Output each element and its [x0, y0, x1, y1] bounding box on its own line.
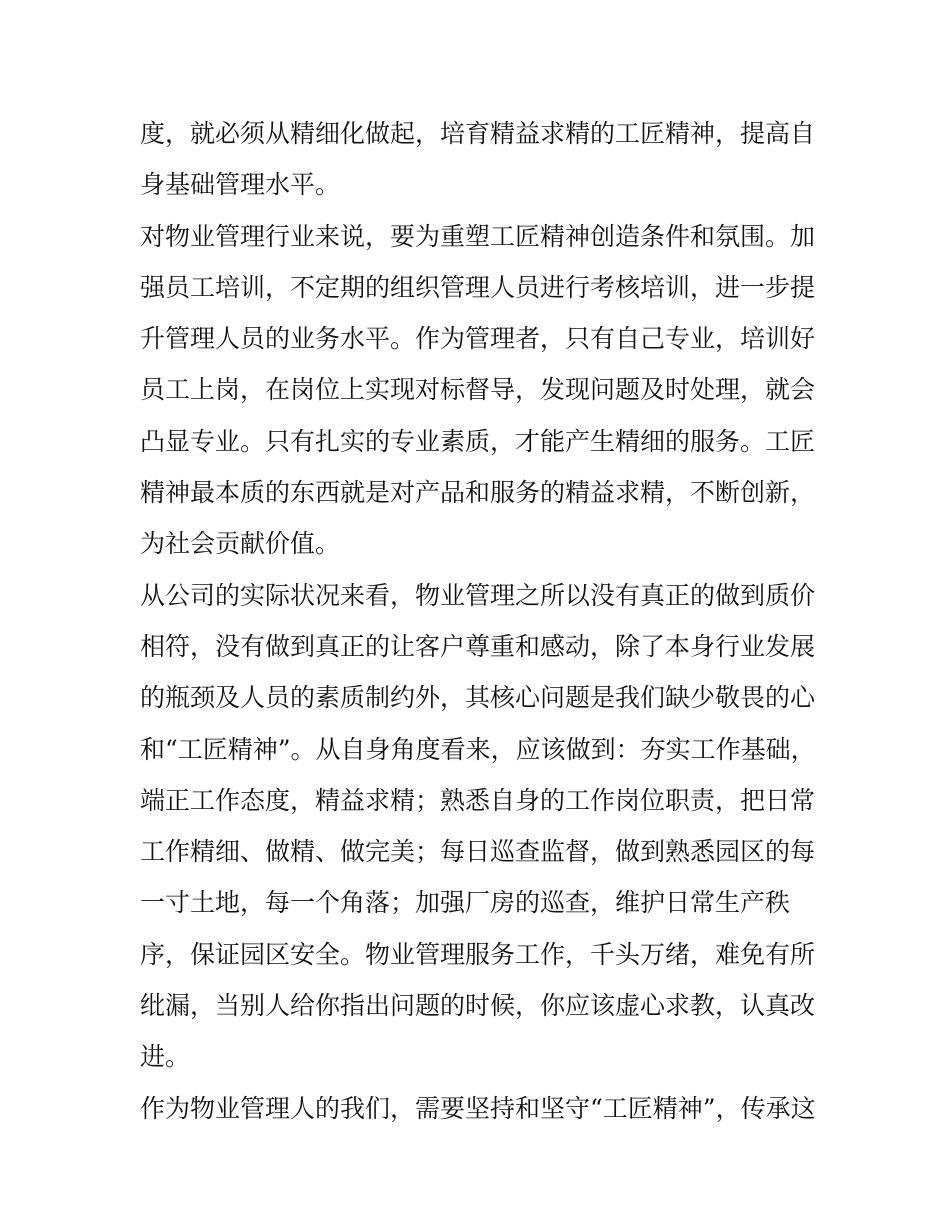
text-line: 对物业管理行业来说，要为重塑工匠精神创造条件和氛围。加	[140, 221, 816, 251]
text-line: 工作精细、做精、做完美；每日巡查监督，做到熟悉园区的每	[140, 837, 816, 867]
body-text	[140, 108, 820, 1134]
text-line: 相符，没有做到真正的让客户尊重和感动，除了本身行业发展	[140, 631, 816, 661]
text-line: 升管理人员的业务水平。作为管理者，只有自己专业，培训好	[140, 324, 816, 354]
text-line: 度，就必须从精细化做起，培育精益求精的工匠精神，提高自	[140, 119, 816, 148]
text-line: 一寸土地，每一个角落；加强厂房的巡查，维护日常生产秩	[140, 888, 791, 918]
text-line: 从公司的实际状况来看，物业管理之所以没有真正的做到质价	[140, 580, 816, 610]
text-line: 的瓶颈及人员的素质制约外，其核心问题是我们缺少敬畏的心	[140, 683, 816, 713]
text-line: 员工上岗，在岗位上实现对标督导，发现问题及时处理，就会	[140, 375, 816, 405]
text-line: 凸显专业。只有扎实的专业素质，才能产生精细的服务。工匠	[140, 426, 816, 456]
text-line: 和“工匠精神”。从自身角度看来，应该做到：夯实工作基础，	[140, 734, 816, 764]
text-line: 为社会贡献价值。	[140, 529, 341, 559]
text-line: 序，保证园区安全。物业管理服务工作，千头万绪，难免有所	[140, 939, 816, 969]
text-line: 强员工培训，不定期的组织管理人员进行考核培训，进一步提	[140, 272, 816, 302]
text-line: 作为物业管理人的我们，需要坚持和坚守“工匠精神”，传承这	[140, 1093, 816, 1123]
text-line: 身基础管理水平。	[140, 170, 341, 200]
text-line: 端正工作态度，精益求精；熟悉自身的工作岗位职责，把日常	[140, 785, 816, 815]
text-line: 进。	[140, 1042, 191, 1072]
text-line: 纰漏，当别人给你指出问题的时候，你应该虚心求教，认真改	[140, 991, 816, 1021]
text-line: 精神最本质的东西就是对产品和服务的精益求精，不断创新，	[140, 478, 816, 508]
